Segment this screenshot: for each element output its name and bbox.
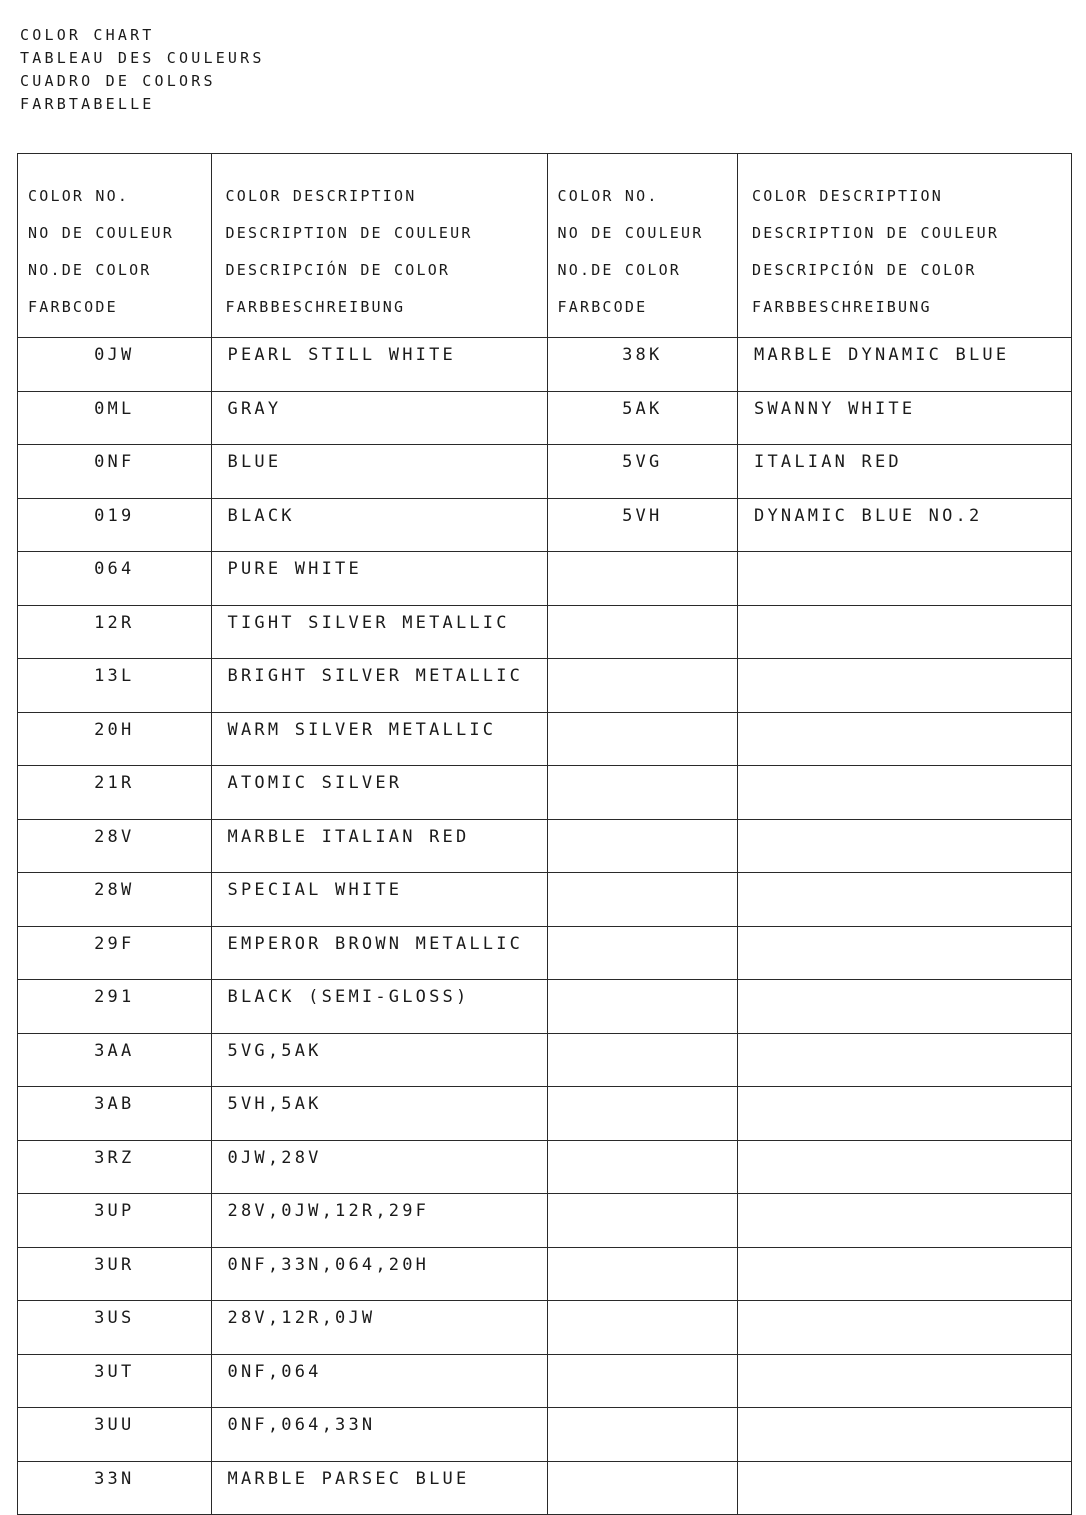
color-code-cell [547, 659, 738, 713]
color-description-cell [738, 1301, 1072, 1355]
title-spanish: CUADRO DE COLORS [20, 72, 216, 90]
header-color-no-left [18, 154, 212, 338]
table-row [18, 873, 1072, 927]
table-row [18, 659, 1072, 713]
color-code-cell: 291 [18, 980, 212, 1034]
color-code-cell [547, 712, 738, 766]
color-code-cell: 20H [18, 712, 212, 766]
color-code-cell: 28W [18, 873, 212, 927]
table-header-row [18, 154, 1072, 338]
table-row [18, 338, 1072, 392]
color-code-cell: 13L [18, 659, 212, 713]
table-row [18, 712, 1072, 766]
table-row [18, 1087, 1072, 1141]
color-code-cell [547, 873, 738, 927]
color-description-cell [738, 766, 1072, 820]
table-row [18, 1408, 1072, 1462]
color-code-cell [547, 1194, 738, 1248]
header-label: NO.DE COLOR [28, 261, 152, 279]
header-label: DESCRIPTION DE COULEUR [225, 224, 473, 242]
color-description-cell: 28V,12R,0JW [211, 1301, 547, 1355]
table-row [18, 498, 1072, 552]
color-code-cell: 3RZ [18, 1140, 212, 1194]
table-row [18, 1461, 1072, 1515]
color-code-cell: 019 [18, 498, 212, 552]
color-code-cell [547, 926, 738, 980]
color-code-cell: 38K [547, 338, 738, 392]
color-description-cell [738, 712, 1072, 766]
color-code-cell [547, 1354, 738, 1408]
color-code-cell [547, 980, 738, 1034]
color-code-cell: 0NF [18, 445, 212, 499]
color-description-cell: GRAY [211, 391, 547, 445]
color-description-cell: BLUE [211, 445, 547, 499]
header-label: FARBCODE [28, 298, 118, 316]
color-code-cell [547, 1247, 738, 1301]
table-row [18, 819, 1072, 873]
color-description-cell: SWANNY WHITE [738, 391, 1072, 445]
color-description-cell [738, 819, 1072, 873]
header-label: COLOR NO. [557, 187, 659, 205]
header-label: COLOR DESCRIPTION [225, 187, 417, 205]
color-code-cell [547, 605, 738, 659]
color-description-cell [738, 1087, 1072, 1141]
color-description-cell: WARM SILVER METALLIC [211, 712, 547, 766]
color-code-cell: 5AK [547, 391, 738, 445]
table-row [18, 1194, 1072, 1248]
color-description-cell: ATOMIC SILVER [211, 766, 547, 820]
color-description-cell: PURE WHITE [211, 552, 547, 606]
color-code-cell: 3UU [18, 1408, 212, 1462]
color-description-cell: 0NF,33N,064,20H [211, 1247, 547, 1301]
table-row [18, 1301, 1072, 1355]
table-row [18, 445, 1072, 499]
color-description-cell: MARBLE DYNAMIC BLUE [738, 338, 1072, 392]
color-description-cell [738, 1194, 1072, 1248]
color-code-cell: 28V [18, 819, 212, 873]
color-code-cell [547, 1140, 738, 1194]
color-description-cell: EMPEROR BROWN METALLIC [211, 926, 547, 980]
color-code-cell: 29F [18, 926, 212, 980]
color-description-cell: DYNAMIC BLUE NO.2 [738, 498, 1072, 552]
color-description-cell: 5VH,5AK [211, 1087, 547, 1141]
table-row [18, 980, 1072, 1034]
color-code-cell: 0JW [18, 338, 212, 392]
header-label: COLOR DESCRIPTION [752, 187, 943, 205]
color-code-cell: 21R [18, 766, 212, 820]
color-description-cell [738, 873, 1072, 927]
color-description-cell: TIGHT SILVER METALLIC [211, 605, 547, 659]
color-code-cell [547, 1301, 738, 1355]
color-description-cell: BLACK [211, 498, 547, 552]
color-description-cell: 0NF,064 [211, 1354, 547, 1408]
color-code-cell: 064 [18, 552, 212, 606]
table-row [18, 1140, 1072, 1194]
color-code-cell [547, 552, 738, 606]
color-description-cell [738, 980, 1072, 1034]
header-color-description-left [211, 154, 547, 338]
chart-title-block [20, 24, 265, 116]
color-description-cell: PEARL STILL WHITE [211, 338, 547, 392]
header-label: NO.DE COLOR [557, 261, 682, 279]
table-row [18, 766, 1072, 820]
color-code-cell: 5VH [547, 498, 738, 552]
color-description-cell [738, 1140, 1072, 1194]
color-description-cell [738, 1461, 1072, 1515]
color-description-cell: 5VG,5AK [211, 1033, 547, 1087]
color-code-cell [547, 1033, 738, 1087]
table-row [18, 1354, 1072, 1408]
header-label: COLOR NO. [28, 187, 130, 205]
color-code-cell: 33N [18, 1461, 212, 1515]
table-row [18, 926, 1072, 980]
table-row [18, 552, 1072, 606]
table-row [18, 391, 1072, 445]
header-color-no-right [547, 154, 738, 338]
color-description-cell [738, 552, 1072, 606]
color-description-cell: 0JW,28V [211, 1140, 547, 1194]
color-code-cell [547, 766, 738, 820]
color-description-cell [738, 605, 1072, 659]
color-description-cell: BLACK (SEMI-GLOSS) [211, 980, 547, 1034]
color-code-cell: 3US [18, 1301, 212, 1355]
color-code-cell: 3UR [18, 1247, 212, 1301]
color-code-cell [547, 1408, 738, 1462]
color-code-cell [547, 1461, 738, 1515]
header-label: DESCRIPTION DE COULEUR [752, 224, 1000, 242]
title-german: FARBTABELLE [20, 95, 155, 113]
color-description-cell: SPECIAL WHITE [211, 873, 547, 927]
header-label: FARBBESCHREIBUNG [225, 298, 406, 316]
color-description-cell [738, 1247, 1072, 1301]
color-code-cell: 5VG [547, 445, 738, 499]
color-description-cell: BRIGHT SILVER METALLIC [211, 659, 547, 713]
color-code-cell: 12R [18, 605, 212, 659]
color-description-cell: MARBLE PARSEC BLUE [211, 1461, 547, 1515]
color-code-cell: 0ML [18, 391, 212, 445]
color-description-cell [738, 1354, 1072, 1408]
title-english: COLOR CHART [20, 26, 155, 44]
color-description-cell: ITALIAN RED [738, 445, 1072, 499]
header-color-description-right [738, 154, 1072, 338]
header-label: DESCRIPCIÓN DE COLOR [225, 261, 451, 279]
color-description-cell [738, 659, 1072, 713]
header-label: FARBCODE [557, 298, 648, 316]
header-label: NO DE COULEUR [28, 224, 174, 242]
table-row [18, 605, 1072, 659]
header-label: NO DE COULEUR [557, 224, 704, 242]
color-description-cell [738, 1408, 1072, 1462]
color-description-cell: 28V,0JW,12R,29F [211, 1194, 547, 1248]
table-row [18, 1247, 1072, 1301]
color-description-cell: 0NF,064,33N [211, 1408, 547, 1462]
color-description-cell [738, 1033, 1072, 1087]
table-row [18, 1033, 1072, 1087]
color-description-cell: MARBLE ITALIAN RED [211, 819, 547, 873]
title-french: TABLEAU DES COULEURS [20, 49, 265, 67]
color-chart-table [17, 153, 1072, 1515]
color-code-cell: 3AB [18, 1087, 212, 1141]
color-description-cell [738, 926, 1072, 980]
color-code-cell [547, 1087, 738, 1141]
header-label: DESCRIPCIÓN DE COLOR [752, 261, 977, 279]
color-code-cell [547, 819, 738, 873]
color-code-cell: 3AA [18, 1033, 212, 1087]
color-code-cell: 3UT [18, 1354, 212, 1408]
color-code-cell: 3UP [18, 1194, 212, 1248]
header-label: FARBBESCHREIBUNG [752, 298, 932, 316]
